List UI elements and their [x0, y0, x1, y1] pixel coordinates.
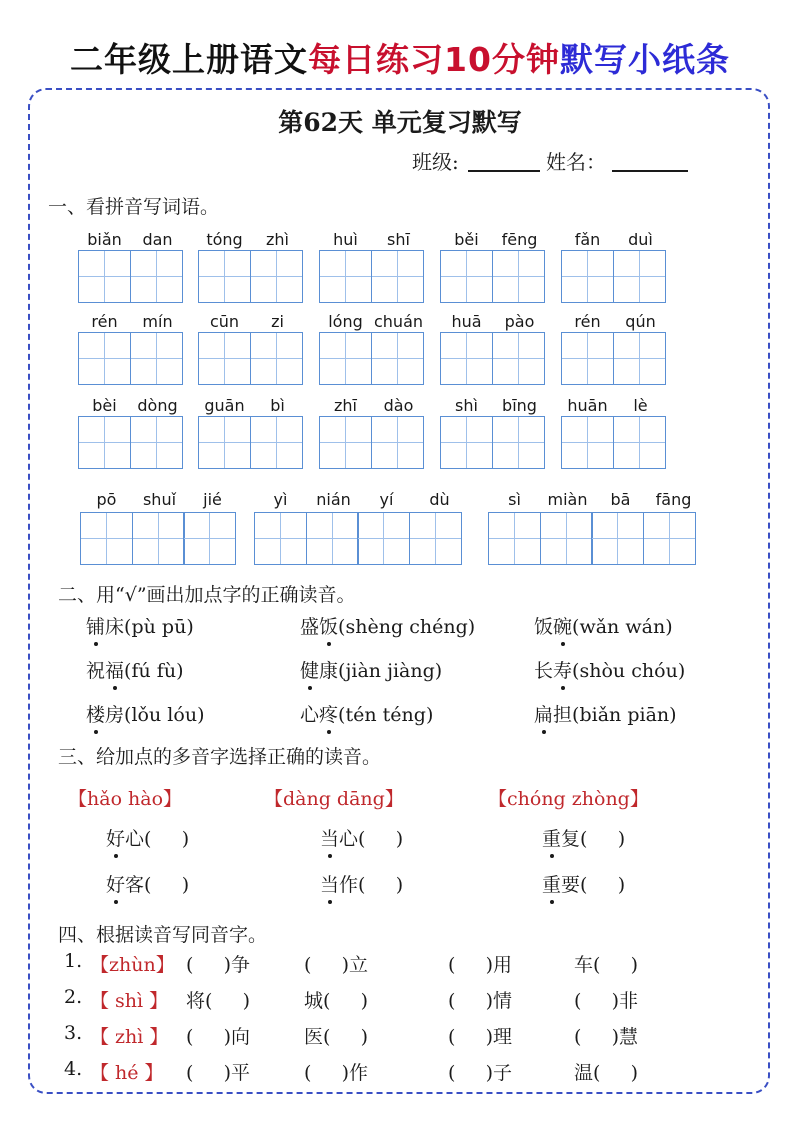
word-group — [561, 230, 671, 308]
reading-choice-item[interactable]: 盛饭(shèng chéng) — [300, 616, 476, 638]
writing-grid — [78, 250, 183, 303]
row-number: 1. — [64, 950, 83, 972]
pinyin-label: yí — [379, 490, 394, 509]
writing-cell[interactable] — [440, 250, 493, 303]
polyphone-item[interactable]: 重复( ) — [542, 828, 626, 850]
pinyin-label: shuǐ — [142, 490, 177, 509]
writing-grid — [319, 416, 424, 469]
writing-cell[interactable] — [561, 332, 614, 385]
pinyin-label: guān — [204, 396, 245, 415]
pinyin-label: lè — [633, 396, 648, 415]
word-group — [440, 312, 550, 390]
page-header — [0, 34, 800, 81]
reading-choice-item[interactable]: 楼房(lǒu lóu) — [86, 704, 205, 726]
pinyin-label: cūn — [209, 312, 240, 331]
pinyin-label: shī — [387, 230, 410, 249]
reading-choice-item[interactable]: 铺床(pù pū) — [86, 616, 194, 638]
writing-cell[interactable] — [250, 250, 303, 303]
writing-cell[interactable] — [371, 332, 424, 385]
writing-cell[interactable] — [643, 512, 696, 565]
reading-choice-item[interactable]: 扁担(biǎn piān) — [534, 704, 677, 726]
pinyin-label: yì — [273, 490, 288, 509]
writing-grid — [198, 416, 303, 469]
pinyin-label: sì — [508, 490, 521, 509]
writing-grid — [561, 332, 666, 385]
writing-grid — [561, 250, 666, 303]
name-label: 姓名： — [546, 150, 606, 174]
homophone-blank[interactable]: 医( ) — [304, 1026, 369, 1048]
homophone-blank[interactable]: ( )慧 — [574, 1026, 639, 1048]
homophone-blank[interactable]: ( )立 — [304, 954, 369, 976]
polyphone-item[interactable]: 当心( ) — [320, 828, 404, 850]
pinyin-label: rén — [574, 312, 601, 331]
writing-grid — [319, 250, 424, 303]
pinyin-label: miàn — [547, 490, 588, 509]
homophone-pinyin: 【 hé 】 — [90, 1062, 164, 1084]
polyphone-item[interactable]: 重要( ) — [542, 874, 626, 896]
writing-cell[interactable] — [319, 416, 372, 469]
word-group — [440, 396, 550, 474]
writing-grid — [440, 250, 545, 303]
pinyin-label: shì — [455, 396, 478, 415]
writing-cell[interactable] — [78, 332, 131, 385]
reading-choice-item[interactable]: 健康(jiàn jiàng) — [300, 660, 443, 682]
writing-cell[interactable] — [371, 416, 424, 469]
homophone-blank[interactable]: 温( ) — [574, 1062, 639, 1084]
class-label: 班级: — [412, 150, 459, 174]
writing-grid — [78, 416, 183, 469]
word-group — [319, 312, 429, 390]
row-number: 2. — [64, 986, 83, 1008]
writing-cell[interactable] — [440, 416, 493, 469]
polyphone-item[interactable]: 好心( ) — [106, 828, 190, 850]
writing-grid — [440, 416, 545, 469]
writing-cell[interactable] — [561, 250, 614, 303]
pinyin-label: nián — [316, 490, 351, 509]
class-blank[interactable] — [468, 170, 540, 172]
name-blank[interactable] — [612, 170, 688, 172]
pinyin-label: qún — [625, 312, 656, 331]
writing-cell[interactable] — [198, 416, 251, 469]
word-group — [440, 230, 550, 308]
homophone-blank[interactable]: 车( ) — [574, 954, 639, 976]
writing-cell[interactable] — [250, 416, 303, 469]
writing-grid — [80, 512, 236, 565]
word-group — [319, 396, 429, 474]
pinyin-label: zhī — [334, 396, 357, 415]
pinyin-label: huì — [333, 230, 358, 249]
pinyin-label: dù — [429, 490, 450, 509]
word-group — [561, 312, 671, 390]
pinyin-label: dòng — [137, 396, 178, 415]
pinyin-label: pō — [96, 490, 117, 509]
homophone-blank[interactable]: ( )情 — [448, 990, 513, 1012]
pinyin-label: lóng — [328, 312, 363, 331]
writing-cell[interactable] — [198, 250, 251, 303]
reading-choice-item[interactable]: 长寿(shòu chóu) — [534, 660, 686, 682]
writing-cell[interactable] — [440, 332, 493, 385]
writing-cell[interactable] — [254, 512, 307, 565]
writing-cell[interactable] — [488, 512, 541, 565]
pinyin-label: zi — [271, 312, 284, 331]
pinyin-label: fēng — [501, 230, 538, 249]
writing-cell[interactable] — [306, 512, 359, 565]
writing-cell[interactable] — [130, 250, 183, 303]
writing-grid — [78, 332, 183, 385]
word-group — [78, 312, 188, 390]
writing-cell[interactable] — [613, 250, 666, 303]
writing-cell[interactable] — [250, 332, 303, 385]
homophone-blank[interactable]: ( )子 — [448, 1062, 513, 1084]
writing-grid — [440, 332, 545, 385]
pinyin-label: fǎn — [574, 230, 601, 249]
writing-cell[interactable] — [132, 512, 185, 565]
writing-grid — [198, 250, 303, 303]
row-number: 3. — [64, 1022, 83, 1044]
pinyin-label: bā — [610, 490, 631, 509]
pinyin-label: duì — [628, 230, 653, 249]
pinyin-label: bīng — [502, 396, 537, 415]
homophone-blank[interactable]: ( )争 — [186, 954, 251, 976]
pinyin-label: chuán — [373, 312, 424, 331]
polyphone-item[interactable]: 好客( ) — [106, 874, 190, 896]
writing-cell[interactable] — [319, 332, 372, 385]
writing-cell[interactable] — [613, 332, 666, 385]
homophone-blank[interactable]: ( )用 — [448, 954, 513, 976]
writing-grid — [561, 416, 666, 469]
pinyin-label: tóng — [206, 230, 243, 249]
row-number: 4. — [64, 1058, 83, 1080]
header-part1: 二年级上册语文 — [70, 40, 309, 79]
writing-grid — [319, 332, 424, 385]
homophone-blank[interactable]: 城( ) — [304, 990, 369, 1012]
word-group — [78, 230, 188, 308]
reading-choice-item[interactable]: 心疼(tén téng) — [300, 704, 434, 726]
writing-grid — [198, 332, 303, 385]
pinyin-label: huān — [567, 396, 608, 415]
word-group — [198, 230, 308, 308]
homophone-blank[interactable]: ( )理 — [448, 1026, 513, 1048]
writing-grid — [254, 512, 462, 565]
pinyin-label: zhì — [266, 230, 289, 249]
homophone-blank[interactable]: ( )作 — [304, 1062, 369, 1084]
header-part3: 默写小纸条 — [559, 40, 730, 79]
header-part2: 每日练习10分钟 — [308, 40, 560, 79]
pinyin-label: pào — [504, 312, 535, 331]
word-group — [198, 312, 308, 390]
polyphone-item[interactable]: 当作( ) — [320, 874, 404, 896]
pinyin-label: fāng — [655, 490, 692, 509]
writing-cell[interactable] — [319, 250, 372, 303]
writing-cell[interactable] — [591, 512, 644, 565]
homophone-pinyin: 【zhùn】 — [90, 954, 175, 976]
writing-cell[interactable] — [540, 512, 593, 565]
s3-option-zhong: 【chóng zhòng】 — [488, 788, 649, 810]
homophone-pinyin: 【 zhì 】 — [90, 1026, 169, 1048]
writing-cell[interactable] — [80, 512, 133, 565]
pinyin-label: mín — [142, 312, 173, 331]
writing-cell[interactable] — [492, 250, 545, 303]
homophone-blank[interactable]: ( )非 — [574, 990, 639, 1012]
pinyin-label: bèi — [92, 396, 117, 415]
writing-grid — [488, 512, 696, 565]
writing-cell[interactable] — [561, 416, 614, 469]
pinyin-label: jié — [203, 490, 222, 509]
pinyin-label: bì — [270, 396, 285, 415]
writing-cell[interactable] — [130, 332, 183, 385]
homophone-pinyin: 【 shì 】 — [90, 990, 169, 1012]
word-group — [319, 230, 429, 308]
writing-cell[interactable] — [409, 512, 462, 565]
pinyin-label: huā — [451, 312, 482, 331]
reading-choice-item[interactable]: 饭碗(wǎn wán) — [534, 616, 673, 638]
writing-cell[interactable] — [198, 332, 251, 385]
worksheet-title: 第62天 单元复习默写 — [278, 108, 522, 137]
writing-cell[interactable] — [492, 332, 545, 385]
writing-cell[interactable] — [492, 416, 545, 469]
homophone-blank[interactable]: ( )平 — [186, 1062, 251, 1084]
pinyin-label: rén — [91, 312, 118, 331]
reading-choice-item[interactable]: 祝福(fú fù) — [86, 660, 184, 682]
word-group — [198, 396, 308, 474]
section4-heading: 四、根据读音写同音字。 — [58, 924, 268, 946]
writing-cell[interactable] — [183, 512, 236, 565]
pinyin-label: biǎn — [87, 230, 122, 249]
pinyin-label: dào — [383, 396, 414, 415]
pinyin-label: dan — [142, 230, 173, 249]
homophone-blank[interactable]: 将( ) — [186, 990, 251, 1012]
s3-option-hao: 【hǎo hào】 — [68, 788, 183, 810]
writing-cell[interactable] — [130, 416, 183, 469]
word-group — [561, 396, 671, 474]
writing-cell[interactable] — [78, 416, 131, 469]
section3-heading: 三、给加点的多音字选择正确的读音。 — [58, 746, 382, 768]
writing-cell[interactable] — [357, 512, 410, 565]
pinyin-label: běi — [454, 230, 479, 249]
writing-cell[interactable] — [78, 250, 131, 303]
section2-heading: 二、用“√”画出加点字的正确读音。 — [58, 584, 356, 606]
s3-option-dang: 【dàng dāng】 — [264, 788, 404, 810]
writing-cell[interactable] — [371, 250, 424, 303]
writing-cell[interactable] — [613, 416, 666, 469]
word-group — [78, 396, 188, 474]
homophone-blank[interactable]: ( )向 — [186, 1026, 251, 1048]
section1-heading: 一、看拼音写词语。 — [48, 196, 220, 218]
